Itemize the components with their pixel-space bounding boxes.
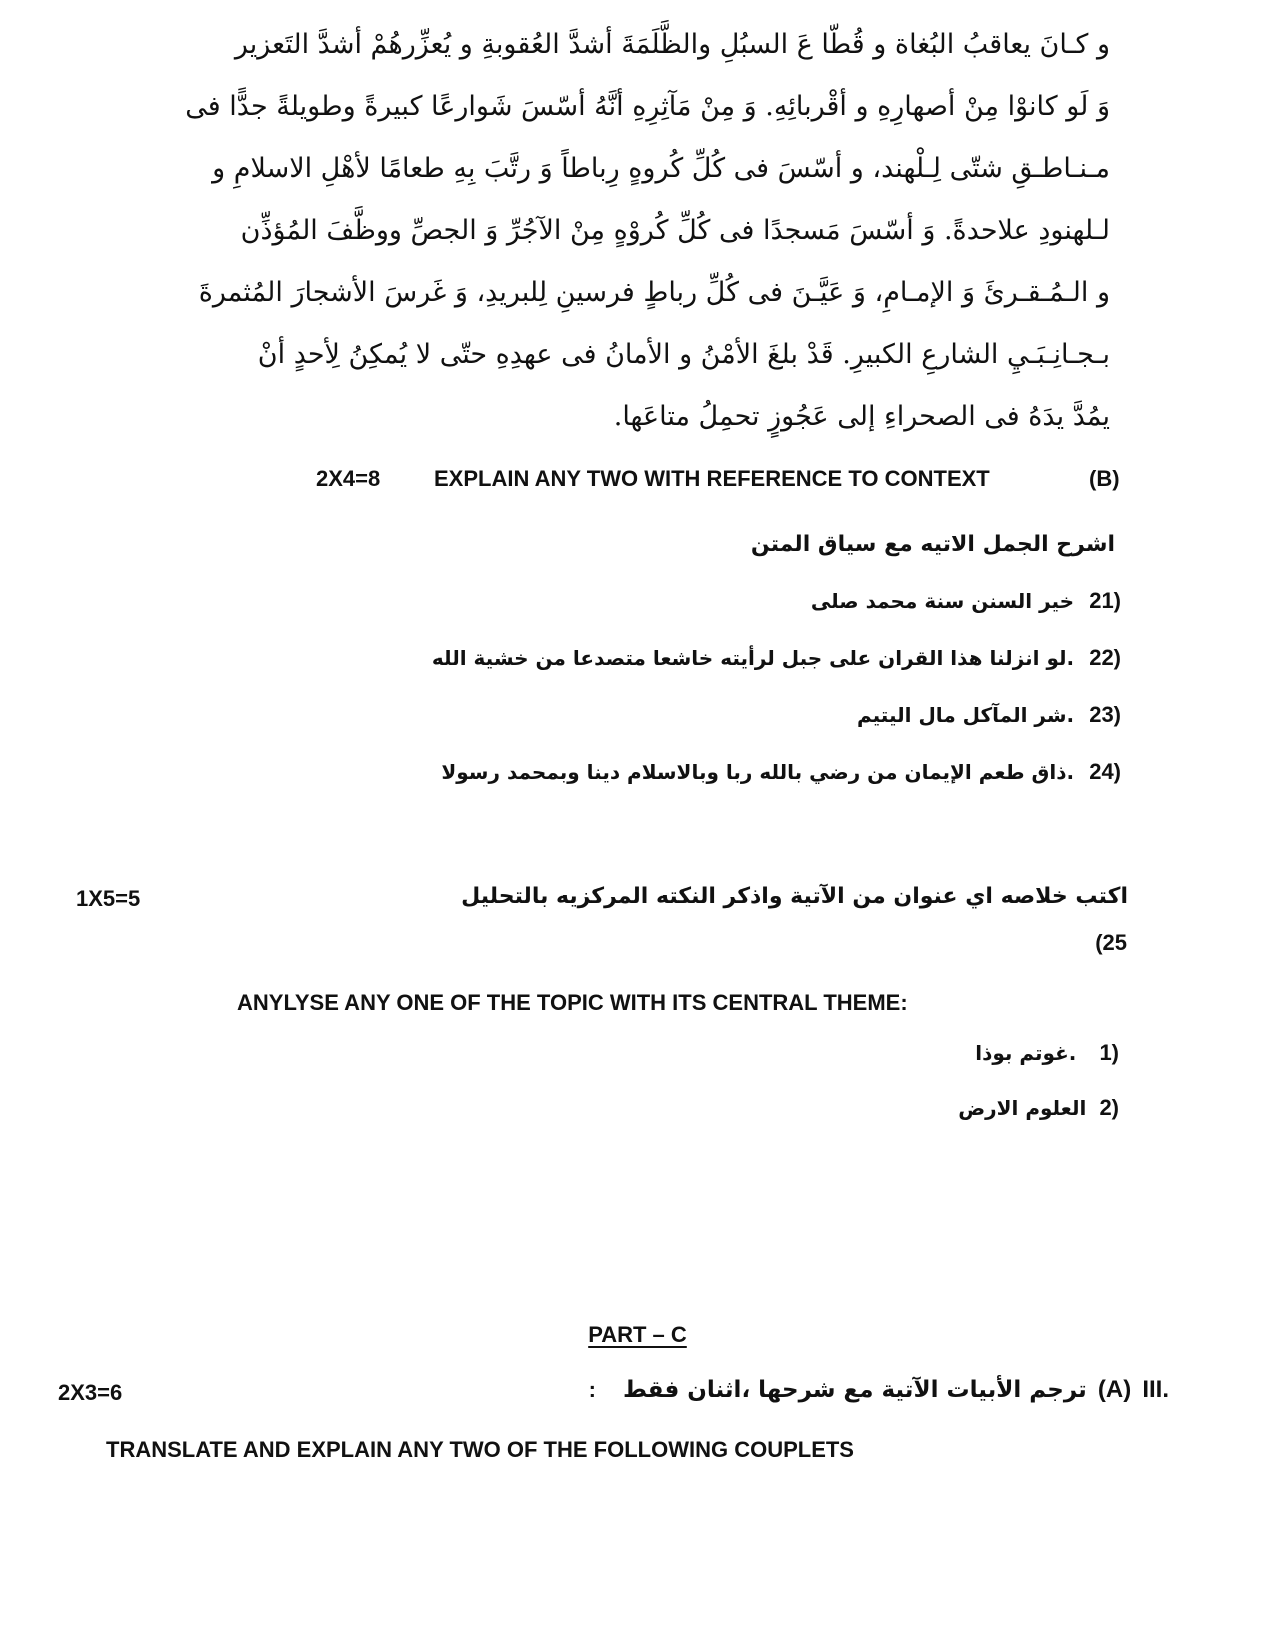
passage-line: و الـمُـقـرئَ وَ الإمـامِ، وَ عَيَّـنَ فى كُلِّ رباطٍ فرسينِ لِلبريدِ، وَ غَرسَ الأشجارَ المُثمرةَ <box>198 277 1110 308</box>
question-number: 23) <box>1089 702 1121 727</box>
passage-line: يمُدَّ يدَهُ فى الصحراءِ إلى عَجُوزٍ تحمِلُ متاعَها. <box>613 401 1110 432</box>
part-c-english-instruction: TRANSLATE AND EXPLAIN ANY TWO OF THE FOLLOWING COUPLETS <box>106 1437 854 1462</box>
arabic-passage <box>185 14 1110 448</box>
question-24 <box>441 759 1121 785</box>
question-23 <box>857 702 1121 728</box>
passage-line: بـجـانِـبَـيِ الشارعِ الكبيرِ. قَدْ بلغَ الأمْنُ و الأمانُ فى عهدِهِ حتّى لا يُمكِنُ لِأحدٍ أنْ <box>257 339 1110 370</box>
passage-line: مـنـاطـقِ شتّى لِـلْهند، و أسّسَ فى كُلِّ كُروهٍ رِباطاً وَ رتَّبَ بِهِ طعامًا لأهْلِ الاسلامِ و <box>212 153 1110 184</box>
part-c-arabic-heading: ترجم الأبيات الآتية مع شرحها ،اثنان فقط <box>623 1377 1087 1403</box>
part-c-title-text: PART – C <box>588 1322 687 1347</box>
passage-line: وَ لَو كانوْا مِنْ أصهارِهِ و أقْربائِهِ. وَ مِنْ مَآثِرِهِ أنَّهُ أسّسَ شَوارعًا كبيرةً وطويلةً جدًّا فى <box>185 91 1110 122</box>
question-number: 21) <box>1089 588 1121 613</box>
part-c-title <box>0 1322 1275 1348</box>
question-number: 22) <box>1089 645 1121 670</box>
question-text: .لو انزلنا هذا القران على جبل لرأيته خاشعا متصدعا من خشية الله <box>431 646 1075 670</box>
topic-2 <box>958 1095 1119 1121</box>
part-c-question-row <box>589 1376 1169 1404</box>
section-b-marks: 2X4=8 <box>316 466 381 491</box>
q25-number: (25 <box>1095 930 1127 955</box>
q25-marks: 1X5=5 <box>76 886 141 911</box>
passage-line: لـلهنودِ علاحدةً. وَ أسّسَ مَسجدًا فى كُلِّ كُروْهٍ مِنْ الآجُرِّ وَ الجصِّ ووظَّفَ المُؤذِّن <box>240 215 1110 246</box>
part-c-label-a: (A) <box>1097 1376 1132 1403</box>
passage-line: و كـانَ يعاقبُ البُغاة و قُطّا عَ السبُلِ والظَّلَمَةَ أشدَّ العُقوبةِ و يُعزِّرهُمْ أشدَّ التَعزير <box>234 29 1110 60</box>
topic-number: 1) <box>1099 1040 1119 1065</box>
question-21 <box>811 588 1121 614</box>
question-22 <box>432 645 1121 671</box>
q25-english-instruction: ANYLYSE ANY ONE OF THE TOPIC WITH ITS CENTRAL THEME: <box>237 990 908 1015</box>
section-b-arabic-instruction: اشرح الجمل الاتيه مع سياق المتن <box>750 532 1115 557</box>
topic-text: العلوم الارض <box>958 1096 1087 1120</box>
section-b-label: (B) <box>1089 466 1120 491</box>
question-text: .ذاق طعم الإيمان من رضي بالله ربا وبالاسلام دينا وبمحمد رسولا <box>441 760 1075 784</box>
question-number: 24) <box>1089 759 1121 784</box>
topic-number: 2) <box>1099 1095 1119 1120</box>
part-c-roman: III. <box>1142 1376 1169 1403</box>
section-b-heading: EXPLAIN ANY TWO WITH REFERENCE TO CONTEXT <box>434 466 990 491</box>
topic-text: .غوتم بوذا <box>975 1041 1077 1065</box>
part-c-colon: : <box>588 1377 596 1402</box>
question-text: .شر المآكل مال اليتيم <box>856 703 1075 727</box>
topic-1 <box>975 1040 1119 1066</box>
question-text: خير السنن سنة محمد صلى <box>810 589 1075 613</box>
part-c-marks: 2X3=6 <box>58 1380 123 1405</box>
q25-arabic-instruction: اكتب خلاصه اي عنوان من الآتية واذكر النكته المركزيه بالتحليل <box>461 884 1128 909</box>
